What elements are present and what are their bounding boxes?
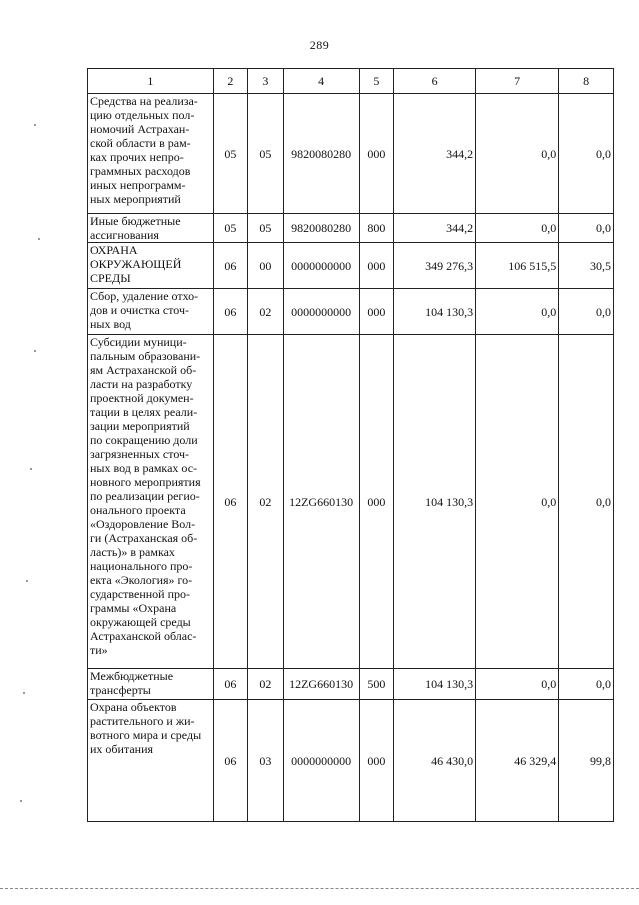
cell-amount-actual: 0,0 <box>476 94 559 214</box>
row-name: Субсидии муници- пальным образовани- ям Астраханской об- ласти на разработку проектной докумен- тации в целях реали- зации мероприятий по сокращению доли загрязненных сточ- ных вод в рамках ос- новного мероприятия по реализации регио- онального проекта «Оздоровление Вол- ги (Астраханская об- ласть)» в рамках национального про- екта «Экология» го- сударственной про- граммы «Охрана окружающей среды Астраханской облас- ти» <box>88 335 214 669</box>
page-number: 289 <box>309 38 330 52</box>
cell-section: 06 <box>213 700 247 822</box>
cell-expense-type: 000 <box>359 335 393 669</box>
cell-target-code: 9820080280 <box>283 94 359 214</box>
scan-speck <box>30 468 32 470</box>
table-header-row <box>88 69 614 94</box>
cell-amount-actual: 106 515,5 <box>476 243 559 289</box>
cell-amount-plan: 104 130,3 <box>394 289 476 335</box>
cell-subsection: 05 <box>248 214 283 243</box>
cell-section: 06 <box>213 335 247 669</box>
cell-percent: 0,0 <box>559 214 614 243</box>
row-name: Средства на реализа- цию отдельных пол- номочий Астрахан- ской области в рам- ках прочих непро- граммных расходов иных непрограмм- ных мероприятий <box>88 94 214 214</box>
column-header: 8 <box>559 69 614 94</box>
cell-target-code: 0000000000 <box>283 243 359 289</box>
cell-amount-actual: 0,0 <box>476 289 559 335</box>
column-header: 1 <box>88 69 214 94</box>
table-row <box>88 289 614 335</box>
scan-speck <box>34 124 36 126</box>
cell-amount-actual: 46 329,4 <box>476 700 559 822</box>
cell-expense-type: 000 <box>359 700 393 822</box>
cell-expense-type: 000 <box>359 94 393 214</box>
row-name: ОХРАНА ОКРУЖАЮЩЕЙ СРЕДЫ <box>88 243 214 289</box>
cell-section: 05 <box>213 94 247 214</box>
cell-expense-type: 800 <box>359 214 393 243</box>
scan-speck <box>26 580 28 582</box>
cell-target-code: 12ZG660130 <box>283 335 359 669</box>
row-name: Охрана объектов растительного и жи- вотного мира и среды их обитания <box>88 700 214 822</box>
cell-subsection: 02 <box>248 335 283 669</box>
cell-target-code: 9820080280 <box>283 214 359 243</box>
cell-amount-plan: 104 130,3 <box>394 669 476 700</box>
cell-subsection: 02 <box>248 669 283 700</box>
cell-amount-plan: 104 130,3 <box>394 335 476 669</box>
cell-amount-plan: 349 276,3 <box>394 243 476 289</box>
cell-amount-plan: 344,2 <box>394 214 476 243</box>
cell-target-code: 0000000000 <box>283 289 359 335</box>
column-header: 3 <box>248 69 283 94</box>
bottom-scan-line <box>0 888 639 889</box>
cell-percent: 0,0 <box>559 335 614 669</box>
cell-percent: 0,0 <box>559 94 614 214</box>
cell-expense-type: 000 <box>359 243 393 289</box>
scan-speck <box>34 350 36 352</box>
row-name: Межбюджетные трансферты <box>88 669 214 700</box>
cell-amount-actual: 0,0 <box>476 335 559 669</box>
scan-speck <box>38 238 40 240</box>
cell-target-code: 0000000000 <box>283 700 359 822</box>
column-header: 4 <box>283 69 359 94</box>
column-header: 2 <box>213 69 247 94</box>
cell-amount-plan: 46 430,0 <box>394 700 476 822</box>
table-row <box>88 700 614 822</box>
cell-percent: 0,0 <box>559 289 614 335</box>
cell-subsection: 03 <box>248 700 283 822</box>
budget-table <box>87 68 614 822</box>
cell-subsection: 00 <box>248 243 283 289</box>
cell-expense-type: 500 <box>359 669 393 700</box>
table-row <box>88 669 614 700</box>
cell-amount-actual: 0,0 <box>476 669 559 700</box>
table-row <box>88 335 614 669</box>
cell-section: 06 <box>213 669 247 700</box>
cell-section: 06 <box>213 289 247 335</box>
cell-subsection: 05 <box>248 94 283 214</box>
column-header: 5 <box>359 69 393 94</box>
cell-section: 05 <box>213 214 247 243</box>
table-row <box>88 94 614 214</box>
cell-expense-type: 000 <box>359 289 393 335</box>
row-name: Сбор, удаление отхо- дов и очистка сточ- ных вод <box>88 289 214 335</box>
scan-speck <box>20 800 22 802</box>
cell-section: 06 <box>213 243 247 289</box>
column-header: 7 <box>476 69 559 94</box>
table-row <box>88 243 614 289</box>
scan-speck <box>23 692 25 694</box>
cell-percent: 30,5 <box>559 243 614 289</box>
cell-percent: 99,8 <box>559 700 614 822</box>
row-name: Иные бюджетные ассигнования <box>88 214 214 243</box>
cell-subsection: 02 <box>248 289 283 335</box>
cell-percent: 0,0 <box>559 669 614 700</box>
table-row <box>88 214 614 243</box>
cell-amount-plan: 344,2 <box>394 94 476 214</box>
column-header: 6 <box>394 69 476 94</box>
cell-target-code: 12ZG660130 <box>283 669 359 700</box>
cell-amount-actual: 0,0 <box>476 214 559 243</box>
